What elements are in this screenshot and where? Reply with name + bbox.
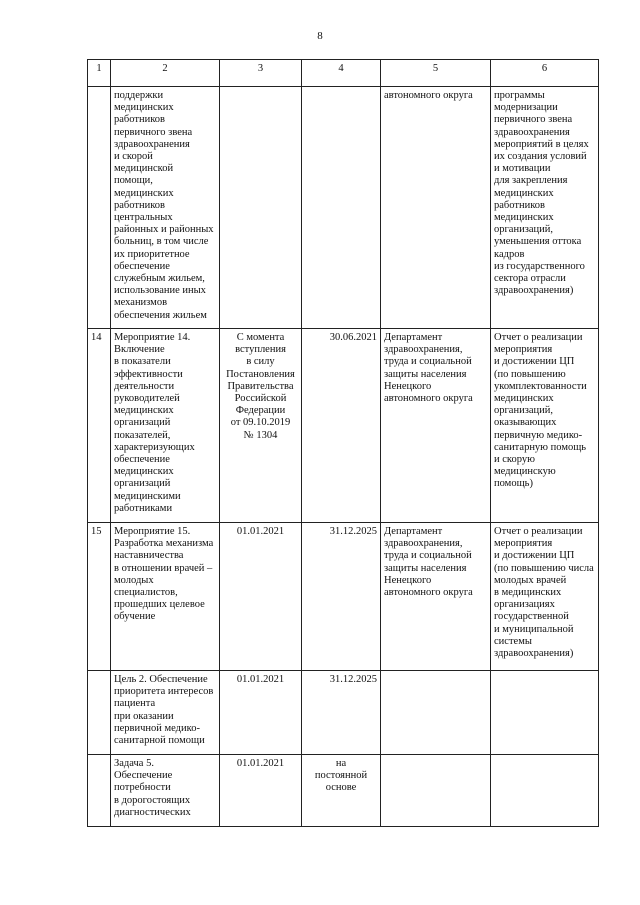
cell-line: работников [114,199,165,211]
row-number [88,87,111,329]
cell-line: кадров [494,248,525,260]
row-number: 15 [88,523,111,671]
cell-line: обеспечения жильем [114,309,207,321]
cell-line: Ненецкого [384,380,432,392]
table-row [88,329,599,523]
end-date-cell [302,755,381,827]
cell-line: санитарной помощи [114,735,205,747]
measure-cell [111,329,220,523]
cell-line: 01.01.2021 [236,758,285,769]
cell-line: работников [114,114,165,126]
row-number [88,755,111,827]
result-cell [491,523,599,671]
cell-line: автономного округа [384,90,473,101]
cell-line: автономного округа [384,587,473,599]
responsible-cell [381,87,491,329]
cell-line: от 09.10.2019 [230,417,291,429]
cell-line: Правительства [227,380,294,392]
cell-line: медицинских [494,393,554,405]
cell-line: медицинских [114,405,174,417]
cell-line: и достижении ЦП [494,356,575,368]
end-date-cell: 31.12.2025 [302,523,381,671]
cell-line: молодых [114,574,154,586]
page-number: 8 [317,30,323,42]
cell-line: деятельности [114,380,175,392]
cell-line: Отчет о реализации [494,526,583,537]
cell-line: Департамент [384,526,443,537]
cell-line: Департамент [384,332,443,343]
cell-line: районных и районных [114,224,214,236]
cell-line: организациях [494,599,555,611]
cell-line: программы [494,90,545,101]
cell-line: Отчет о реализации [494,332,583,343]
cell-line: потребности [114,782,171,794]
cell-line: Российской [234,393,287,405]
cell-line: Разработка механизма [114,538,214,550]
cell-line: здравоохранения, [384,344,463,356]
start-date-cell [220,523,302,671]
cell-line: мероприятий в целях [494,138,589,150]
cell-line: прошедших целевое [114,599,205,611]
cell-line: специалистов, [114,587,178,599]
cell-line: Постановления [226,368,295,380]
result-cell [491,755,599,827]
header-cell-1: 1 [88,60,111,87]
measure-cell [111,87,220,329]
cell-line: государственной [494,611,569,623]
cell-line: механизмов [114,297,168,309]
responsible-cell [381,671,491,755]
cell-line: в показатели [114,356,171,368]
row-number: 14 [88,329,111,523]
table-row [88,671,599,755]
measures-table [87,59,599,827]
start-date-cell [220,87,302,329]
cell-line: использование иных [114,285,206,297]
cell-line: защиты населения [384,562,467,574]
cell-line: помощи, [114,175,153,187]
cell-line: приоритета интересов [114,686,214,698]
cell-line: в дорогостоящих [114,794,191,806]
cell-line: медицинских [114,102,174,114]
cell-line: при оказании [114,710,174,722]
cell-line: Задача 5. [114,758,154,769]
cell-line: помощь) [494,478,533,490]
cell-line: показателей, [114,429,171,441]
measure-cell [111,755,220,827]
header-cell-4: 4 [302,60,381,87]
cell-line: первичного звена [114,126,193,138]
cell-line: центральных [114,212,173,224]
responsible-cell [381,755,491,827]
cell-line: поддержки [114,90,164,101]
cell-line: медицинскими [114,490,181,502]
row-number [88,671,111,755]
cell-line: первичной медико- [114,722,200,734]
cell-line: санитарную помощь [494,441,587,453]
cell-line: Федерации [235,405,286,417]
cell-line: и скорой [114,151,153,163]
cell-line: в отношении врачей – [114,562,213,574]
cell-line: организаций [114,417,171,429]
cell-line: обучение [114,611,156,623]
measure-cell [111,523,220,671]
cell-line: наставничества [114,550,184,562]
cell-line: характеризующих [114,441,195,453]
cell-line: здравоохранения) [494,285,574,297]
cell-line: мероприятия [494,538,553,550]
cell-line: в силу [246,356,275,368]
cell-line: работниками [114,502,173,514]
header-row [88,60,599,87]
cell-line: медицинских [494,212,554,224]
cell-line: 01.01.2021 [236,526,285,537]
cell-line: для закрепления [494,175,568,187]
cell-line: оказывающих [494,417,557,429]
cell-line: и достижении ЦП [494,550,575,562]
cell-line: модернизации [494,102,558,114]
result-cell [491,329,599,523]
cell-line: Мероприятие 14. [114,332,191,343]
cell-line: мероприятия [494,344,553,356]
cell-line: медицинских [494,187,554,199]
cell-line: пациента [114,698,156,710]
cell-line: и мотивации [494,163,551,175]
cell-line: здравоохранения) [494,648,574,660]
cell-line: защиты населения [384,368,467,380]
cell-line: первичную медико- [494,429,583,441]
cell-line: обеспечение [114,260,170,272]
start-date-cell [220,671,302,755]
header-cell-2: 2 [111,60,220,87]
cell-line: № 1304 [243,429,278,441]
cell-text: на постоянной основе [314,758,368,794]
cell-line: организаций [114,478,171,490]
start-date-cell [220,755,302,827]
end-date-cell: 31.12.2025 [302,671,381,755]
cell-line: (по повышению числа [494,562,594,574]
table-row [88,87,599,329]
cell-line: организаций, [494,224,553,236]
cell-line: больниц, в том числе [114,236,209,248]
table-row [88,523,599,671]
cell-line: медицинских [114,466,174,478]
cell-line: обеспечение [114,454,170,466]
cell-line: работников [494,199,545,211]
responsible-cell [381,523,491,671]
end-date-cell: 30.06.2021 [302,329,381,523]
cell-line: укомплектованности [494,380,587,392]
cell-line: молодых врачей [494,574,567,586]
cell-line: сектора отрасли [494,273,566,285]
cell-line: 01.01.2021 [236,674,285,685]
cell-line: Мероприятие 15. [114,526,191,537]
cell-line: и скорую [494,454,535,466]
cell-line: медицинскую [494,466,556,478]
cell-line: их создания условий [494,151,587,163]
cell-line: труда и социальной [384,356,472,368]
cell-line: организаций, [494,405,553,417]
cell-line: (по повышению [494,368,566,380]
header-cell-5: 5 [381,60,491,87]
cell-line: системы [494,635,532,647]
cell-line: автономного округа [384,393,473,405]
cell-line: вступления [235,344,286,356]
cell-line: здравоохранения [494,126,570,138]
cell-line: первичного звена [494,114,573,126]
cell-line: их приоритетное [114,248,190,260]
table-row [88,755,599,827]
cell-line: труда и социальной [384,550,472,562]
cell-line: здравоохранения, [384,538,463,550]
cell-line: здравоохранения [114,138,190,150]
cell-line: руководителей [114,393,180,405]
cell-line: служебным жильем, [114,273,205,285]
end-date-cell [302,87,381,329]
header-cell-3: 3 [220,60,302,87]
responsible-cell [381,329,491,523]
cell-line: С момента [236,332,285,343]
cell-line: Цель 2. Обеспечение [114,674,208,685]
cell-line: в медицинских [494,587,562,599]
cell-line: эффективности [114,368,183,380]
header-cell-6: 6 [491,60,599,87]
cell-line: уменьшения оттока [494,236,582,248]
cell-line: из государственного [494,260,585,272]
cell-line: медицинской [114,163,174,175]
start-date-cell [220,329,302,523]
cell-line: и муниципальной [494,623,574,635]
cell-line: медицинских [114,187,174,199]
cell-line: диагностических [114,806,191,818]
cell-line: Ненецкого [384,574,432,586]
cell-line: Обеспечение [114,770,173,782]
cell-line: Включение [114,344,165,356]
result-cell [491,671,599,755]
measure-cell [111,671,220,755]
result-cell [491,87,599,329]
